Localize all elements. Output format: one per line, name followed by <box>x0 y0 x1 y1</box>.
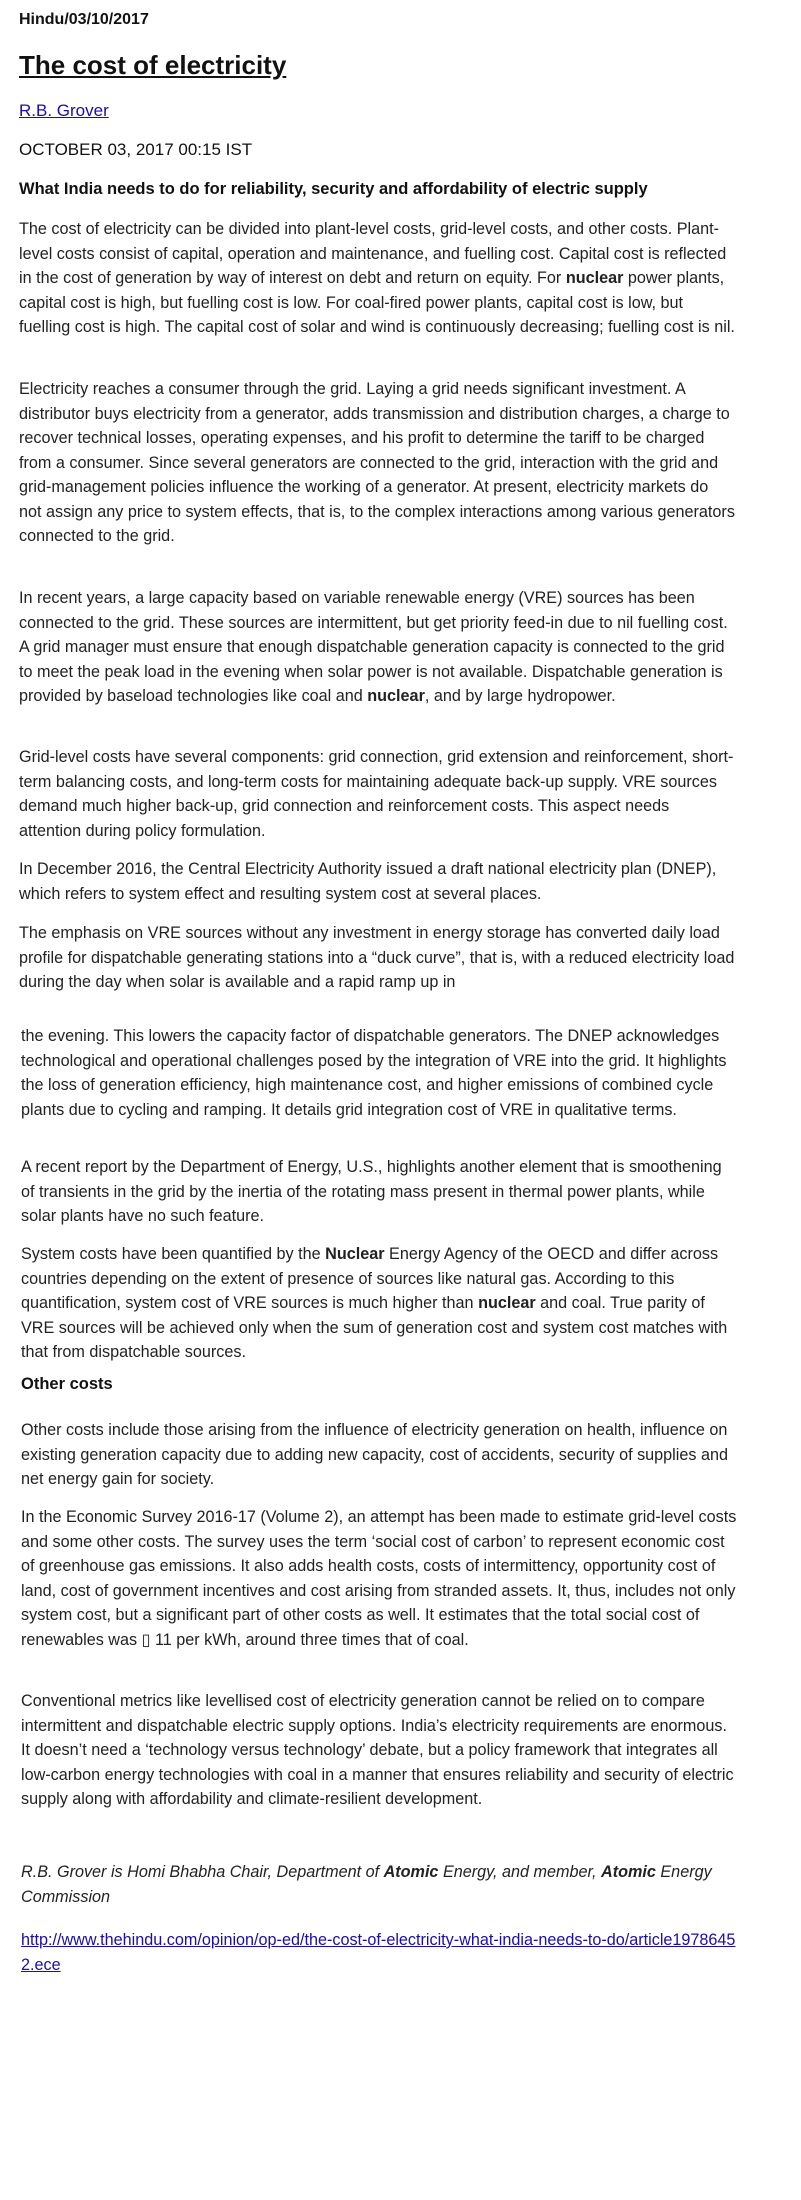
section-heading: Other costs <box>21 1375 113 1393</box>
dateline: Hindu/03/10/2017 <box>19 11 149 28</box>
body-paragraph: The emphasis on VRE sources without any investment in energy storage has converted daily load profile for dispatchable generating stations into a “duck curve”, that is, with a reduced electricity load during the day when solar is available and a rapid ramp up in <box>19 924 735 991</box>
article-title: The cost of electricity <box>19 50 287 80</box>
body-paragraph: Grid-level costs have several components: grid connection, grid extension and reinforcement, short-term balancing costs, and long-term costs for maintaining adequate back-up supply. VRE sources demand much higher back-up, grid connection and reinforcement costs. This aspect needs attention during policy formulation. <box>19 748 734 840</box>
section-paragraph: Conventional metrics like levellised cost of electricity generation cannot be relied on to compare intermittent and dispatchable electric supply options. India’s electricity requirements are enormous. It doesn’t need a ‘technology versus technology’ debate, but a policy framework that integrates all low-carbon energy technologies with coal in a manner that ensures reliability and security of electric supply along with affordability and climate-resilient development. <box>21 1692 734 1808</box>
body-paragraph: A recent report by the Department of Energy, U.S., highlights another element that is smoothening of transients in the grid by the inertia of the rotating mass present in thermal power plants, while solar plants have no such feature. <box>21 1158 722 1225</box>
author-link[interactable]: R.B. Grover <box>19 101 109 120</box>
section-paragraph: Other costs include those arising from the influence of electricity generation on health, influence on existing generation capacity due to adding new capacity, cost of accidents, security of supplies and net energy gain for society. <box>21 1421 728 1488</box>
author-note: R.B. Grover is Homi Bhabha Chair, Department of Atomic Energy, and member, Atomic Energy Commission <box>21 1863 712 1906</box>
publish-timestamp: OCTOBER 03, 2017 00:15 IST <box>19 140 253 159</box>
body-paragraph: In recent years, a large capacity based on variable renewable energy (VRE) sources has been connected to the grid. These sources are intermittent, but get priority feed-in due to nil fuelling cost. A grid manager must ensure that enough dispatchable generation capacity is connected to the grid to meet the peak load in the evening when solar power is not available. Dispatchable generation is provided by baseload technologies like coal and nuclear, and by large hydropower. <box>19 589 728 705</box>
body-paragraph: In December 2016, the Central Electricity Authority issued a draft national electricity plan (DNEP), which refers to system effect and resulting system cost at several places. <box>19 860 717 903</box>
article-subheading: What India needs to do for reliability, security and affordability of electric supply <box>19 180 648 198</box>
source-link[interactable]: http://www.thehindu.com/opinion/op-ed/the-cost-of-electricity-what-india-needs-to-do/article19786452.ece <box>21 1931 736 1974</box>
body-paragraph: System costs have been quantified by the Nuclear Energy Agency of the OECD and differ across countries depending on the extent of presence of sources like natural gas. According to this quantification, system cost of VRE sources is much higher than nuclear and coal. True parity of VRE sources will be achieved only when the sum of generation cost and system cost matches with that from dispatchable sources. <box>21 1245 728 1361</box>
body-paragraph: the evening. This lowers the capacity factor of dispatchable generators. The DNEP acknowledges technological and operational challenges posed by the integration of VRE into the grid. It highlights the loss of generation efficiency, high maintenance cost, and higher emissions of combined cycle plants due to cycling and ramping. It details grid integration cost of VRE in qualitative terms. <box>21 1027 727 1119</box>
body-paragraph: Electricity reaches a consumer through the grid. Laying a grid needs significant investment. A distributor buys electricity from a generator, adds transmission and distribution charges, a charge to recover technical losses, operating expenses, and his profit to determine the tariff to be charged from a consumer. Since several generators are connected to the grid, interaction with the grid and grid-management policies influence the working of a generator. At present, electricity markets do not assign any price to system effects, that is, to the complex interactions among various generators connected to the grid. <box>19 380 735 545</box>
section-paragraph: In the Economic Survey 2016-17 (Volume 2), an attempt has been made to estimate grid-level costs and some other costs. The survey uses the term ‘social cost of carbon’ to represent economic cost of greenhouse gas emissions. It also adds health costs, costs of intermittency, opportunity cost of land, cost of government incentives and cost arising from stranded assets. It, thus, includes not only system cost, but a significant part of other costs as well. It estimates that the total social cost of renewables was ▯ 11 per kWh, around three times that of coal. <box>21 1508 737 1649</box>
body-paragraph: The cost of electricity can be divided into plant-level costs, grid-level costs, and other costs. Plant-level costs consist of capital, operation and maintenance, and fuelling cost. Capital cost is reflected in the cost of generation by way of interest on debt and return on equity. For nuclear power plants, capital cost is high, but fuelling cost is low. For coal-fired power plants, capital cost is low, but fuelling cost is high. The capital cost of solar and wind is continuously decreasing; fuelling cost is nil. <box>19 220 735 336</box>
